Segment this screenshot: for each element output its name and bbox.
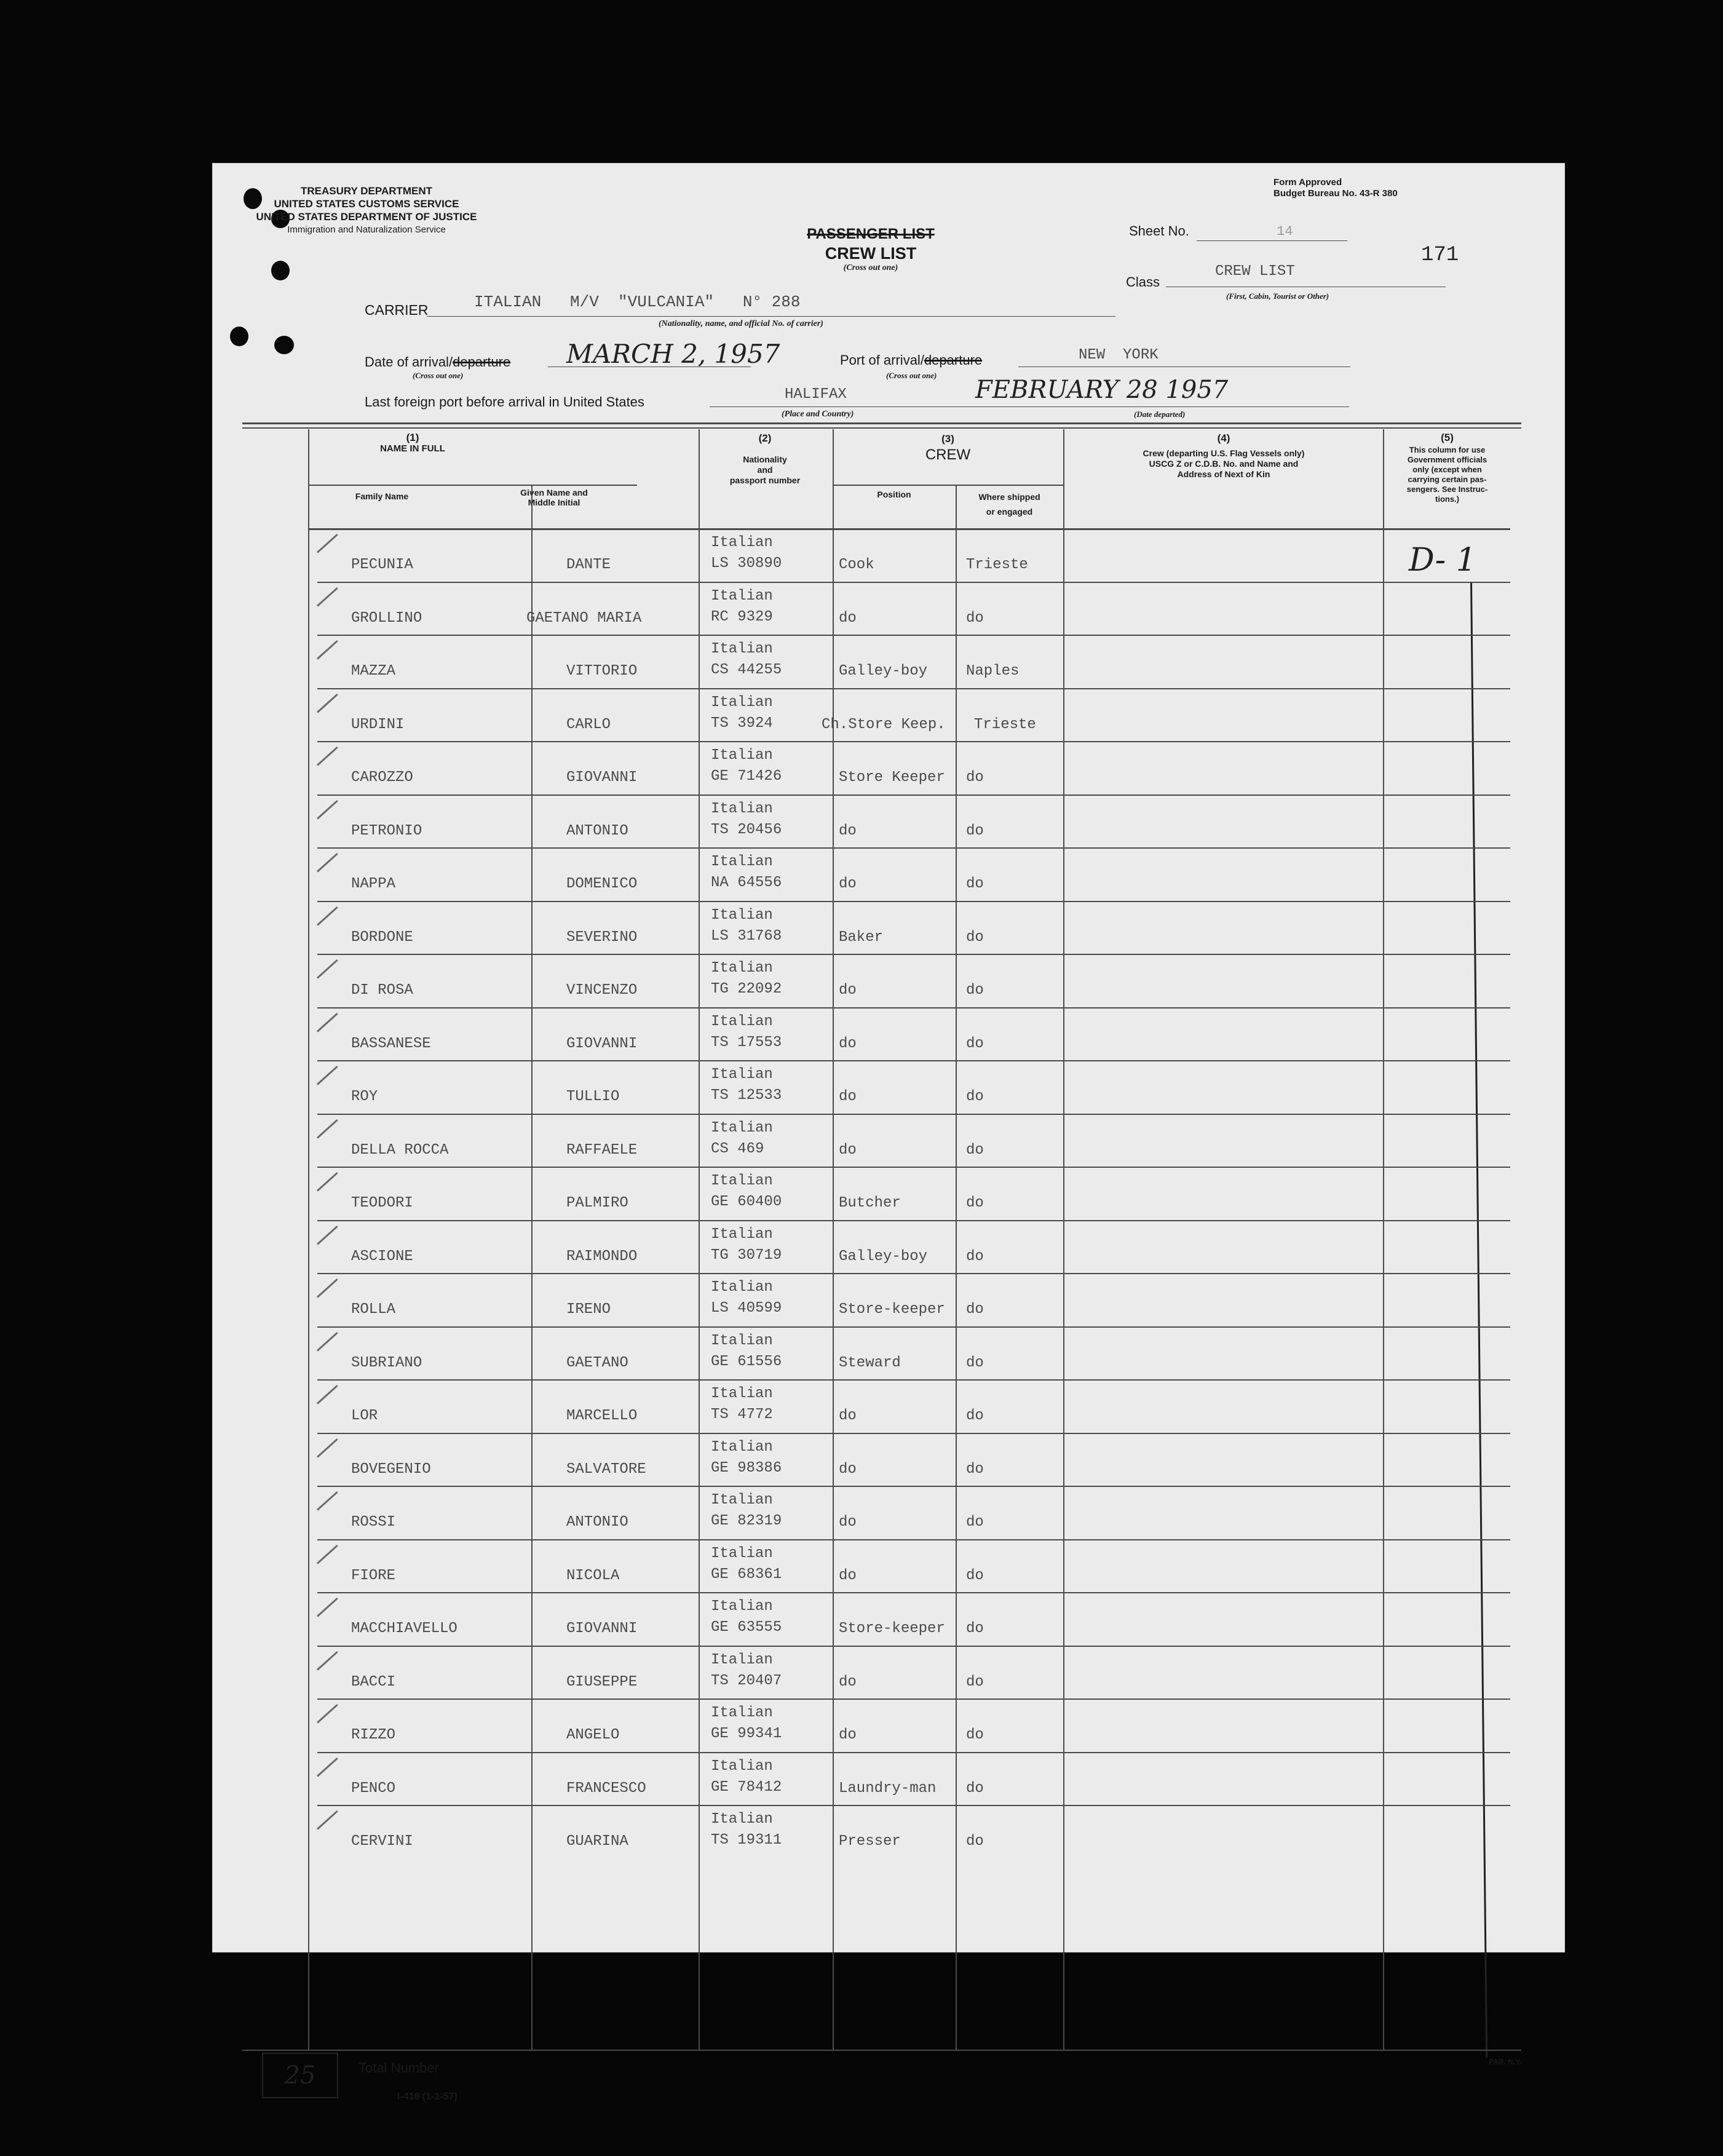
col5-line: This column for use [1409,445,1486,454]
title-block [754,225,988,273]
family-name-cell: DELLA ROCCA [351,1141,449,1159]
position-cell: do [839,1567,857,1584]
family-name-cell: CERVINI [351,1833,413,1850]
where-engaged-cell: do [966,1567,984,1584]
where-engaged-cell: do [966,1460,984,1478]
col5-line: tions.) [1435,494,1459,504]
where-engaged-cell: do [966,1354,984,1371]
given-name-header-line: Given Name and [520,488,588,497]
table-row [308,1698,1510,1752]
position-cell: Baker [839,929,884,946]
family-name-cell: FIORE [351,1567,396,1584]
passport-cell: TG 30719 [711,1246,782,1264]
table-row [308,1646,1510,1699]
position-cell: Butcher [839,1195,901,1211]
nationality-cell: Italian [711,534,773,551]
given-name-cell: PALMIRO [566,1195,628,1211]
subheader-rule [308,485,637,486]
table-row [308,954,1510,1007]
nationality-cell: Italian [711,960,773,977]
foreign-port-hint: (Place and Country) [782,410,854,419]
where-engaged-cell: do [966,1408,984,1424]
passport-cell: TS 20456 [711,821,782,838]
passport-cell: TG 22092 [711,981,782,997]
passport-cell: GE 99341 [711,1726,782,1742]
nationality-cell: Italian [711,1226,773,1243]
where-engaged-cell: do [966,1141,984,1159]
col5-header [1384,433,1510,504]
date-hint: (Cross out one) [413,371,464,380]
date-departure-struck: departure [453,354,511,370]
col4-line: Address of Next of Kin [1177,469,1270,479]
nationality-cell: Italian [711,1811,773,1828]
given-name-cell: TULLIO [566,1088,620,1105]
where-engaged-cell: do [966,769,984,786]
nationality-cell: Italian [711,1332,773,1349]
form-approved-label: Form Approved [1273,177,1342,188]
table-row [308,847,1510,901]
given-name-cell: GIOVANNI [566,769,638,786]
given-name-cell: IRENO [566,1301,611,1318]
given-name-cell: DANTE [566,557,611,573]
foreign-port-value: HALIFAX [785,386,847,403]
table-row [308,1167,1510,1220]
position-cell: Store-keeper [839,1620,945,1637]
carrier-hint: (Nationality, name, and official No. of carrier) [659,319,823,328]
port-hint: (Cross out one) [886,371,937,380]
class-label: Class [1126,274,1160,290]
passport-cell: CS 469 [711,1140,764,1157]
col5-line: sengers. See Instruc- [1406,485,1488,494]
family-name-cell: MAZZA [351,663,396,680]
given-name-cell: RAIMONDO [566,1248,638,1265]
col3-title: CREW [925,446,971,463]
given-name-cell: GIOVANNI [566,1035,638,1052]
given-name-cell: MARCELLO [566,1408,638,1424]
header-rule [242,427,1521,429]
passport-cell: TS 20407 [711,1672,782,1689]
where-engaged-cell: do [966,1514,984,1531]
passport-cell: TS 3924 [711,715,773,732]
position-cell: do [839,982,857,999]
class-hint: (First, Cabin, Tourist or Other) [1226,291,1329,301]
sheet-value: 14 [1277,224,1293,239]
given-name-cell: GAETANO MARIA [526,609,642,627]
nationality-cell: Italian [711,906,773,924]
form-number: I-418 (1-1-57) [397,2091,457,2102]
family-name-cell: GROLLINO [351,609,422,627]
given-name-header [471,488,637,507]
family-name-cell: CAROZZO [351,769,413,786]
given-name-cell: GIOVANNI [566,1620,638,1637]
family-name-cell: LOR [351,1408,378,1424]
family-name-cell: TEODORI [351,1195,413,1211]
position-cell: do [839,1035,857,1052]
passport-cell: GE 63555 [711,1619,782,1636]
nationality-cell: Italian [711,1705,773,1721]
date-departed-hint: (Date departed) [1134,410,1186,419]
table-row [308,1752,1510,1805]
given-name-cell: GIUSEPPE [566,1673,638,1690]
where-engaged-cell: do [966,1088,984,1105]
position-cell: Laundry-man [839,1780,937,1797]
position-cell: do [839,1088,857,1105]
total-number-value: 25 [262,2053,338,2098]
table-row [308,1592,1510,1646]
table-row [308,1486,1510,1539]
where-engaged-cell: do [966,1673,984,1690]
where-engaged-cell: do [966,1780,984,1797]
col4-number: (4) [1217,432,1230,444]
passport-cell: TS 19311 [711,1832,782,1849]
dept-line: UNITED STATES DEPARTMENT OF JUSTICE [256,211,477,223]
family-name-cell: ASCIONE [351,1248,413,1265]
family-name-cell: PETRONIO [351,822,422,839]
port-of-arrival-value: NEW YORK [1079,347,1159,363]
position-cell: do [839,1141,857,1159]
where-engaged-cell: do [966,982,984,999]
passport-cell: LS 40599 [711,1300,782,1317]
table-row [308,1379,1510,1433]
given-name-cell: FRANCESCO [566,1780,646,1797]
port-departure-struck: departure [924,352,983,368]
footer-rule [242,2050,1521,2051]
dept-line: UNITED STATES CUSTOMS SERVICE [274,198,459,210]
where-engaged-cell: do [966,1195,984,1211]
where-engaged-cell: do [966,1620,984,1637]
budget-bureau-label: Budget Bureau No. 43-R 380 [1273,188,1398,199]
passport-cell: GE 60400 [711,1194,782,1210]
position-cell: Cook [839,557,874,573]
family-name-cell: ROSSI [351,1514,396,1531]
carrier-underline [427,316,1115,317]
family-name-cell: BACCI [351,1673,396,1690]
where-engaged-cell: do [966,822,984,839]
given-name-cell: NICOLA [566,1567,620,1584]
position-cell: Presser [839,1833,901,1850]
date-departed-value: FEBRUARY 28 1957 [975,376,1229,404]
date-label: Date of arrival/ [365,354,453,370]
nationality-cell: Italian [711,1119,773,1136]
crew-list-title: CREW LIST [825,244,917,263]
date-of-arrival-value: MARCH 2, 1957 [566,339,780,369]
table-row [308,1114,1510,1167]
table-row [308,635,1510,688]
position-cell: do [839,1673,857,1690]
passport-cell: GE 98386 [711,1459,782,1476]
col5-number: (5) [1441,432,1454,443]
family-name-cell: PENCO [351,1780,396,1797]
col5-line: Government officials [1407,455,1487,464]
given-name-cell: CARLO [566,716,611,733]
passport-cell: NA 64556 [711,874,782,891]
where-engaged-cell: do [966,1727,984,1743]
nationality-cell: Italian [711,641,773,657]
passport-cell: GE 78412 [711,1778,782,1796]
carrier-value: ITALIAN M/V "VULCANIA" N° 288 [474,293,801,311]
table-row [308,582,1510,635]
passport-cell: LS 30890 [711,555,782,572]
family-name-cell: PECUNIA [351,557,413,573]
position-cell: Galley-boy [839,1248,928,1265]
table-row [308,1433,1510,1486]
table-row [308,1805,1510,1858]
where-engaged-cell: do [966,1035,984,1052]
crew-list-document [212,163,1565,2102]
punch-hole [230,327,248,346]
where-engaged-cell: do [966,876,984,892]
header-rule [242,422,1521,424]
nationality-cell: Italian [711,1013,773,1030]
given-name-cell: ANGELO [566,1727,620,1743]
where-header-line: Where shipped [978,492,1040,502]
given-name-cell: VINCENZO [566,982,638,999]
where-engaged-cell: do [966,929,984,946]
given-name-cell: SALVATORE [566,1460,646,1478]
given-name-cell: SEVERINO [566,929,638,946]
position-cell: Steward [839,1354,901,1371]
nationality-cell: Italian [711,1758,773,1775]
family-name-cell: DI ROSA [351,982,413,999]
position-cell: do [839,1514,857,1531]
given-name-cell: ANTONIO [566,822,628,839]
where-header-line: or engaged [986,507,1033,517]
col1-number: (1) [406,432,419,443]
where-engaged-cell: do [966,1301,984,1318]
family-name-cell: BORDONE [351,929,413,946]
sheet-label: Sheet No. [1129,223,1189,239]
position-cell: Galley-boy [839,663,928,680]
family-name-cell: BOVEGENIO [351,1460,431,1478]
foreign-port-underline [710,406,1349,407]
table-row [308,1273,1510,1326]
family-name-cell: SUBRIANO [351,1354,422,1371]
dept-line: TREASURY DEPARTMENT [300,185,433,197]
passport-cell: RC 9329 [711,608,773,625]
col2-header [700,433,830,486]
nationality-cell: Italian [711,854,773,870]
given-name-cell: VITTORIO [566,663,638,680]
table-row [308,1060,1510,1114]
printer-mark: PAR. N.Y. [1489,2058,1522,2066]
nationality-cell: Italian [711,694,773,711]
where-engaged-cell: Naples [966,663,1020,680]
nationality-cell: Italian [711,1385,773,1402]
col2-line: passport number [729,475,801,485]
nationality-cell: Italian [711,1492,773,1508]
table-row [308,688,1510,742]
nationality-cell: Italian [711,1279,773,1296]
nationality-cell: Italian [711,1545,773,1562]
position-cell: do [839,1460,857,1478]
position-cell: do [839,1408,857,1424]
passport-cell: CS 44255 [711,662,782,678]
page-number: 171 [1421,244,1459,267]
col3-number: (3) [941,433,954,445]
given-name-cell: DOMENICO [566,876,638,892]
passport-cell: TS 17553 [711,1034,782,1051]
where-header [956,489,1063,519]
subheader-rule [834,485,1064,486]
position-cell: do [839,822,857,839]
position-cell: do [839,1727,857,1743]
position-cell: Store-keeper [839,1301,945,1318]
col4-header [1064,433,1383,480]
passport-cell: GE 82319 [711,1513,782,1529]
nationality-cell: Italian [711,1438,773,1456]
total-number-label: Total Number [358,2060,439,2075]
nationality-cell: Italian [711,747,773,764]
class-value: CREW LIST [1215,263,1295,280]
punch-hole [271,261,290,280]
family-name-cell: ROY [351,1088,378,1105]
family-name-cell: MACCHIAVELLO [351,1620,457,1637]
position-cell: Ch.Store Keep. [822,716,946,733]
nationality-cell: Italian [711,587,773,604]
punch-hole [274,336,294,354]
given-name-cell: RAFFAELE [566,1141,638,1159]
table-row [308,795,1510,848]
position-cell: do [839,609,857,627]
table-row [308,741,1510,795]
given-name-cell: GAETANO [566,1354,628,1371]
table-row [308,1007,1510,1061]
col4-line: Crew (departing U.S. Flag Vessels only) [1143,448,1305,458]
family-name-cell: NAPPA [351,876,396,892]
table-row [308,528,1510,582]
form-approved [1273,177,1398,199]
table-row [308,1220,1510,1274]
given-name-cell: GUARINA [566,1833,628,1850]
nationality-cell: Italian [711,1598,773,1615]
given-name-cell: ANTONIO [566,1514,628,1531]
cross-out-hint: (Cross out one) [843,263,898,272]
department-block [250,184,483,236]
nationality-cell: Italian [711,1651,773,1668]
col2-line: and [757,465,773,475]
dept-line: Immigration and Naturalization Service [287,224,446,235]
passport-cell: GE 68361 [711,1566,782,1583]
col5-line: only (except when [1412,465,1482,474]
nationality-cell: Italian [711,1173,773,1189]
family-name-cell: BASSANESE [351,1035,431,1052]
family-name-cell: ROLLA [351,1301,396,1318]
col1-title: NAME IN FULL [380,443,445,454]
col4-line: USCG Z or C.D.B. No. and Name and [1149,459,1299,469]
position-cell: do [839,876,857,892]
passport-cell: LS 31768 [711,927,782,945]
where-engaged-cell: do [966,1833,984,1850]
passport-cell: TS 12533 [711,1087,782,1104]
col2-number: (2) [758,432,772,444]
port-label-group [840,352,982,368]
position-cell: Store Keeper [839,769,945,786]
date-label-group [365,354,510,370]
where-engaged-cell: Trieste [966,557,1028,573]
table-row [308,901,1510,954]
where-engaged-cell: do [966,609,984,627]
port-label: Port of arrival/ [840,352,924,368]
family-name-cell: RIZZO [351,1727,396,1743]
position-header: Position [877,489,911,499]
given-name-header-line: Middle Initial [528,497,580,507]
col5-line: carrying certain pas- [1408,475,1487,484]
nationality-cell: Italian [711,800,773,817]
passenger-list-struck: PASSENGER LIST [807,226,935,242]
table-row [308,1539,1510,1593]
sheet-underline [1197,240,1347,241]
foreign-port-label: Last foreign port before arrival in United States [365,394,644,410]
col2-line: Nationality [743,454,787,464]
official-annotation-d1: D- 1 [1409,542,1476,579]
where-engaged-cell: Trieste [974,716,1036,733]
nationality-cell: Italian [711,1066,773,1083]
family-name-cell: URDINI [351,716,405,733]
passport-cell: GE 71426 [711,768,782,785]
carrier-label: CARRIER [365,302,429,318]
family-name-header: Family Name [355,491,409,501]
table-row [308,1326,1510,1380]
where-engaged-cell: do [966,1248,984,1265]
passport-cell: GE 61556 [711,1353,782,1370]
passport-cell: TS 4772 [711,1406,773,1423]
